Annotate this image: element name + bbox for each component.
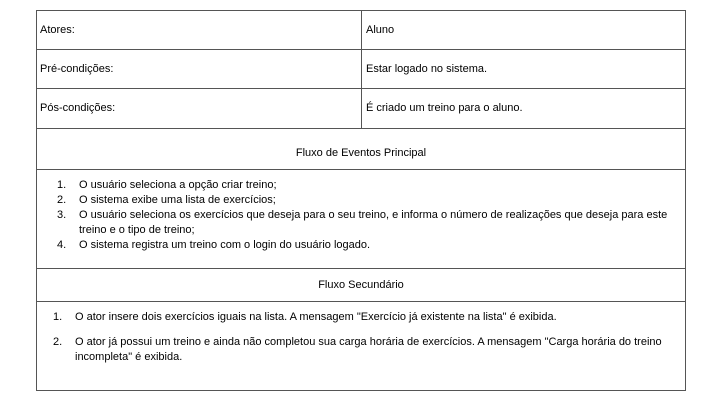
main-flow-row [37, 170, 686, 269]
postconditions-row [37, 89, 686, 129]
step-number: 1. [57, 179, 67, 191]
preconditions-label: Pré-condições: [37, 50, 362, 89]
step-text: O usuário seleciona a opção criar treino; [79, 179, 277, 191]
use-case-table [36, 10, 686, 391]
alt-flow-list [37, 302, 685, 365]
main-flow-header-row [37, 129, 686, 170]
step-text: O ator já possui um treino e ainda não completou sua carga horária de exercícios. A mensagem "Carga horária do treino incompleta" é exibida. [75, 336, 662, 363]
step-number: 1. [53, 311, 63, 323]
preconditions-row [37, 50, 686, 89]
postconditions-value: É criado um treino para o aluno. [362, 89, 686, 129]
list-item [37, 208, 685, 238]
step-text: O sistema exibe uma lista de exercícios; [79, 194, 276, 206]
step-number: 4. [57, 239, 67, 251]
actors-label: Atores: [37, 11, 362, 50]
step-number: 2. [57, 194, 67, 206]
main-flow-title: Fluxo de Eventos Principal [37, 129, 686, 170]
main-flow-list [37, 170, 685, 253]
alt-flow-row [37, 302, 686, 391]
step-text: O usuário seleciona os exercícios que deseja para o seu treino, e informa o número de realizações que deseja para este treino e o tipo de treino; [79, 209, 668, 236]
main-flow-cell [37, 170, 686, 269]
list-item [37, 238, 685, 253]
preconditions-value: Estar logado no sistema. [362, 50, 686, 89]
list-item [37, 310, 685, 325]
list-item [37, 178, 685, 193]
alt-flow-cell [37, 302, 686, 391]
step-number: 3. [57, 209, 67, 221]
actors-value: Aluno [362, 11, 686, 50]
list-item [37, 335, 685, 365]
step-number: 2. [53, 336, 63, 348]
postconditions-label: Pós-condições: [37, 89, 362, 129]
alt-flow-title: Fluxo Secundário [37, 269, 686, 302]
list-item [37, 193, 685, 208]
step-text: O ator insere dois exercícios iguais na lista. A mensagem "Exercício já existente na lista" é exibida. [75, 311, 557, 323]
step-text: O sistema registra um treino com o login do usuário logado. [79, 239, 371, 251]
alt-flow-header-row [37, 269, 686, 302]
actors-row [37, 11, 686, 50]
